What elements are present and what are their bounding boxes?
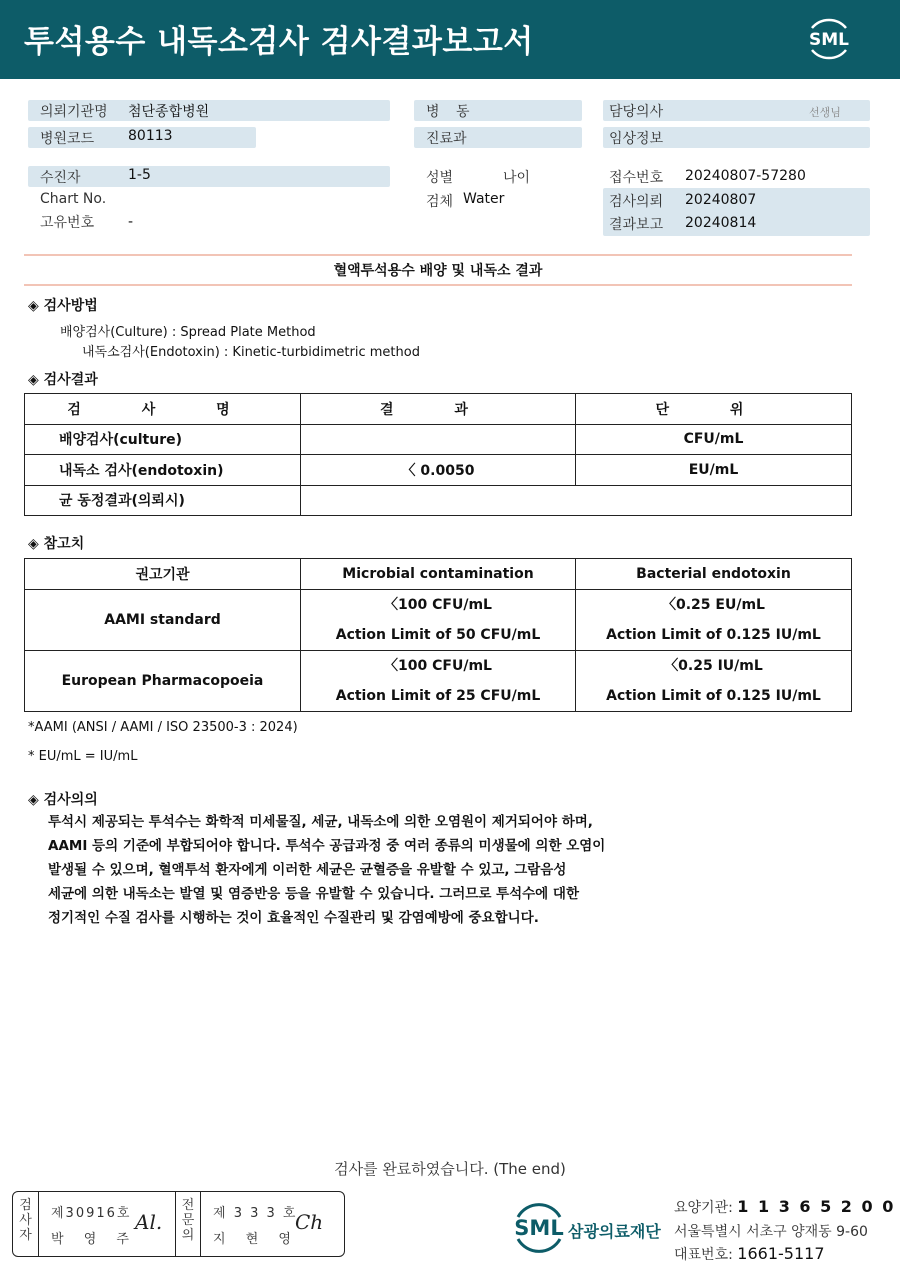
hospital-value: 첨단종합병원 <box>128 104 210 120</box>
org-name: AAMI standard <box>25 590 301 651</box>
footer-phone: 대표번호: 1661-5117 <box>674 1244 825 1263</box>
dept-label: 진료과 <box>426 131 467 147</box>
table-row <box>25 424 852 455</box>
report-label: 결과보고 <box>609 217 664 233</box>
svg-text:SML: SML <box>809 30 849 50</box>
uid-value: - <box>128 214 134 230</box>
report-title: 투석용수 내독소검사 검사결과보고서 <box>24 24 534 60</box>
code-label: 병원코드 <box>40 131 95 147</box>
patient-label: 수진자 <box>40 170 81 186</box>
sex-label: 성별 <box>426 170 454 186</box>
report-header <box>0 0 900 79</box>
specialist-signature-icon: Ch <box>295 1210 324 1234</box>
table-row <box>25 485 852 516</box>
test-result: 〈 0.0050 <box>301 455 576 486</box>
patient-value: 1-5 <box>128 167 151 183</box>
receipt-label: 접수번호 <box>609 170 664 186</box>
section-title: 혈액투석용수 배양 및 내독소 결과 <box>333 263 543 279</box>
divider <box>24 254 852 256</box>
request-label: 검사의뢰 <box>609 194 664 210</box>
examiner-name: 박 영 주 <box>51 1232 137 1247</box>
specialist-no: 제 3 3 3 호 <box>213 1206 298 1221</box>
test-unit: CFU/mL <box>576 424 852 455</box>
footer-address: 서울특별시 서초구 양재동 9-60 <box>674 1224 868 1240</box>
uid-label: 고유번호 <box>40 215 95 231</box>
clinical-label: 임상정보 <box>609 131 664 147</box>
table-row <box>25 455 852 486</box>
hospital-label: 의뢰기관명 <box>40 104 108 120</box>
table-header-row <box>25 394 852 425</box>
method-line-1: 배양검사(Culture) : Spread Plate Method <box>60 325 316 340</box>
doctor-label: 담당의사 <box>609 104 664 120</box>
method-line-2: 내독소검사(Endotoxin) : Kinetic-turbidimetric method <box>82 345 420 360</box>
results-heading: ◈ 검사결과 <box>28 372 98 388</box>
examiner-signature-icon: Al. <box>135 1210 163 1234</box>
header-org: 권고기관 <box>25 559 301 590</box>
code-value: 80113 <box>128 128 173 144</box>
sml-logo-icon <box>802 12 856 66</box>
specialist-label: 전문의 <box>175 1192 201 1256</box>
test-unit: EU/mL <box>576 455 852 486</box>
end-text: 검사를 완료하였습니다. (The end) <box>334 1160 566 1178</box>
table-row <box>25 651 852 712</box>
header-unit: 단 위 <box>576 394 852 425</box>
reference-note-2: * EU/mL = IU/mL <box>28 749 138 764</box>
chart-label: Chart No. <box>40 191 107 207</box>
microbial-limit: 〈100 CFU/mL Action Limit of 25 CFU/mL <box>301 651 576 712</box>
receipt-value: 20240807-57280 <box>685 168 806 184</box>
ward-label: 병 동 <box>426 104 476 120</box>
method-heading: ◈ 검사방법 <box>28 298 98 314</box>
opinion-text: 투석시 제공되는 투석수는 화학적 미세물질, 세균, 내독소에 의한 오염원이 제거되어야 하며, AAMI 등의 기준에 부합되어야 합니다. 투석수 공급과정 중 여러 종류의 미생물에 의한 오염이 발생될 수 있으며, 혈액투석 환자에게 이러한 세균은 균혈증을 유발할 수 있고, 그람음성 세균에 의한 내독소는 발열 및 염증반응 등을 유발할 수 있습니다. 그러므로 투석수에 대한 정기적인 수질 검사를 시행하는 것이 효율적인 수질관리 및 감염예방에 중요합니다. <box>48 814 606 926</box>
age-label: 나이 <box>503 170 531 186</box>
reference-note-1: *AAMI (ANSI / AAMI / ISO 23500-3 : 2024) <box>28 720 298 735</box>
footer-logo <box>508 1199 661 1261</box>
request-value: 20240807 <box>685 192 757 208</box>
header-result: 결 과 <box>301 394 576 425</box>
doctor-suffix: 선생님 <box>809 106 841 119</box>
test-result <box>301 485 852 516</box>
specialist-name: 지 현 영 <box>213 1232 299 1247</box>
table-row <box>25 590 852 651</box>
specimen-label: 검체 <box>426 194 454 210</box>
opinion-heading: ◈ 검사의의 <box>28 792 98 808</box>
table-header-row <box>25 559 852 590</box>
footer-org-name: 삼광의료재단 <box>568 1222 661 1241</box>
specimen-value: Water <box>463 191 505 207</box>
report-value: 20240814 <box>685 215 757 231</box>
examiner-no: 제30916호 <box>51 1206 132 1221</box>
footer-code: 요양기관: 1 1 3 6 5 2 0 0 <box>674 1197 896 1216</box>
test-name: 배양검사(culture) <box>25 424 301 455</box>
test-name: 균 동정결과(의뢰시) <box>25 485 301 516</box>
org-name: European Pharmacopoeia <box>25 651 301 712</box>
endotoxin-limit: 〈0.25 IU/mL Action Limit of 0.125 IU/mL <box>576 651 852 712</box>
divider <box>24 284 852 286</box>
signature-box <box>12 1191 345 1257</box>
reference-table <box>24 558 852 712</box>
examiner-label: 검사자 <box>13 1192 39 1256</box>
header-microbial: Microbial contamination <box>301 559 576 590</box>
results-table <box>24 393 852 516</box>
reference-heading: ◈ 참고치 <box>28 536 85 552</box>
sml-footer-logo-icon <box>508 1199 570 1257</box>
header-test-name: 검 사 명 <box>25 394 301 425</box>
microbial-limit: 〈100 CFU/mL Action Limit of 50 CFU/mL <box>301 590 576 651</box>
svg-text:SML: SML <box>514 1216 564 1240</box>
test-name: 내독소 검사(endotoxin) <box>25 455 301 486</box>
endotoxin-limit: 〈0.25 EU/mL Action Limit of 0.125 IU/mL <box>576 590 852 651</box>
field-bar <box>28 166 390 187</box>
header-endotoxin: Bacterial endotoxin <box>576 559 852 590</box>
test-result <box>301 424 576 455</box>
